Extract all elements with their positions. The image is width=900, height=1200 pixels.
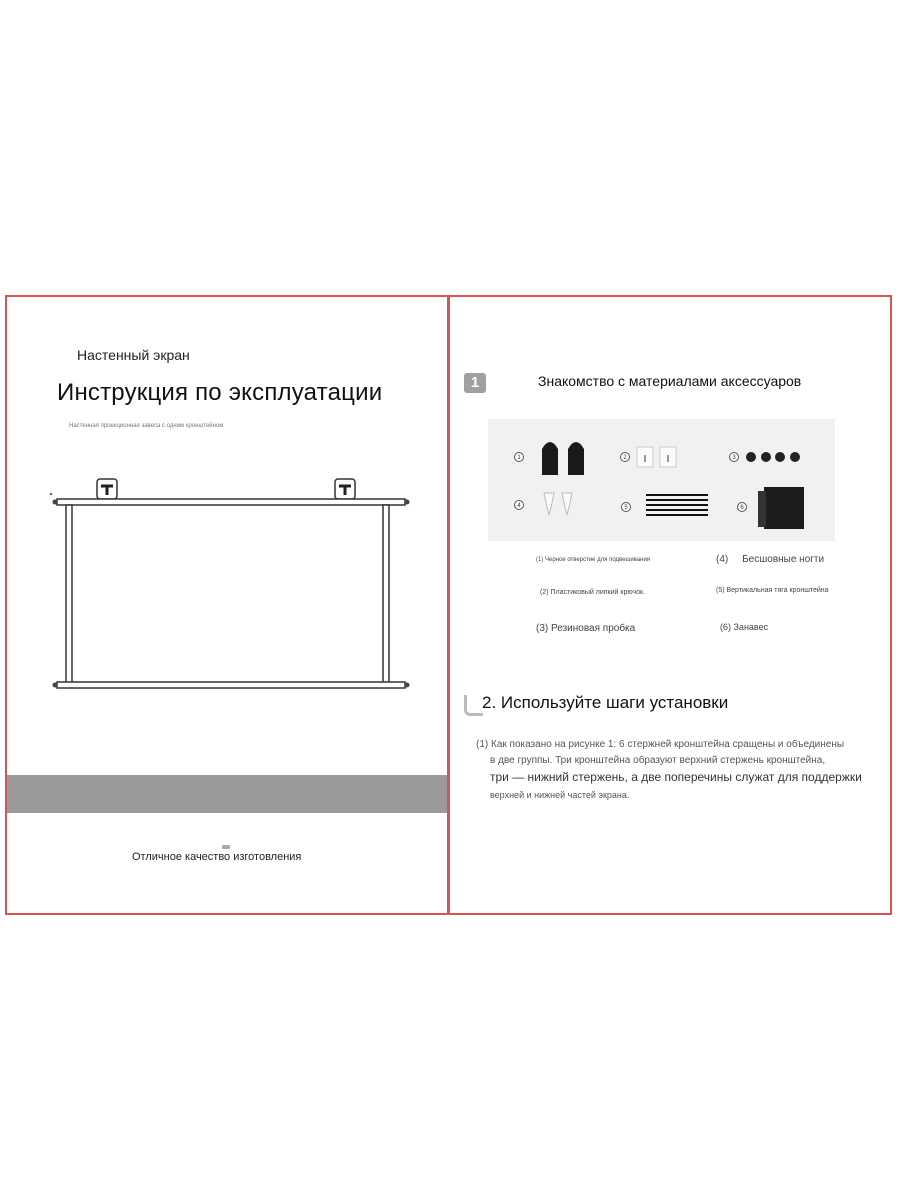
left-support	[66, 505, 72, 683]
legend-item-1: (1) Черное отверстие для подвешивания	[536, 557, 651, 563]
top-rod	[53, 499, 410, 505]
section2-title: 2. Используйте шаги установки	[482, 693, 729, 712]
bottom-caption: Отличное качество изготовления	[132, 851, 302, 863]
right-page	[449, 295, 892, 915]
bracket-rod-icon	[646, 495, 708, 515]
section2-bracket-icon	[464, 695, 483, 716]
item-number-1: 1	[517, 455, 521, 461]
page-subtitle: Настенный экран	[77, 347, 190, 363]
legend-item-2: (2) Пластиковый липкий крючок.	[540, 589, 645, 596]
section1-number-badge: 1	[464, 373, 486, 393]
right-support	[383, 505, 389, 683]
small-mark	[222, 845, 230, 849]
paragraph-line-2: в две группы. Три кронштейна образуют верхний стержень кронштейна,	[490, 755, 826, 766]
paragraph-line-3: три — нижний стержень, а две поперечины служат для поддержки	[490, 770, 862, 784]
screen-illustration	[47, 472, 417, 702]
plastic-hook-icon	[637, 447, 676, 467]
legend-item-4: (4) Бесшовные ногти	[716, 554, 825, 565]
black-hanging-hole-icon	[542, 442, 584, 475]
item-number-2: 2	[623, 455, 627, 461]
bottom-rod	[53, 682, 410, 688]
seamless-nail-icon	[544, 493, 572, 515]
accessories-panel	[488, 419, 835, 541]
left-page	[5, 295, 449, 915]
legend-item-3: (3) Резиновая пробка	[536, 623, 636, 634]
item-number-4: 4	[517, 503, 521, 509]
paragraph-line-1: (1) Как показано на рисунке 1: 6 стержней кронштейна сращены и объединены	[476, 739, 845, 750]
paragraph-line-4: верхней и нижней частей экрана.	[490, 790, 630, 800]
accessories-illustration	[488, 419, 835, 541]
hanger-right	[335, 479, 355, 499]
item-number-3: 3	[732, 455, 736, 461]
legend-item-5: (5) Вертикальная тяга кронштейна	[716, 587, 829, 594]
item-number-6: 6	[740, 505, 744, 511]
legend-item-6: (6) Занавес	[720, 622, 769, 632]
page-title: Инструкция по эксплуатации	[57, 379, 383, 406]
section1-title: Знакомство с материалами аксессуаров	[538, 373, 802, 389]
item-number-5: 5	[624, 505, 628, 511]
curtain-icon	[758, 487, 804, 529]
grey-band	[7, 775, 447, 813]
rubber-plug-icon	[746, 452, 800, 462]
hanger-left	[97, 479, 117, 499]
tiny-note: Настенная проекционная завеса с одним кронштейном	[69, 423, 224, 429]
